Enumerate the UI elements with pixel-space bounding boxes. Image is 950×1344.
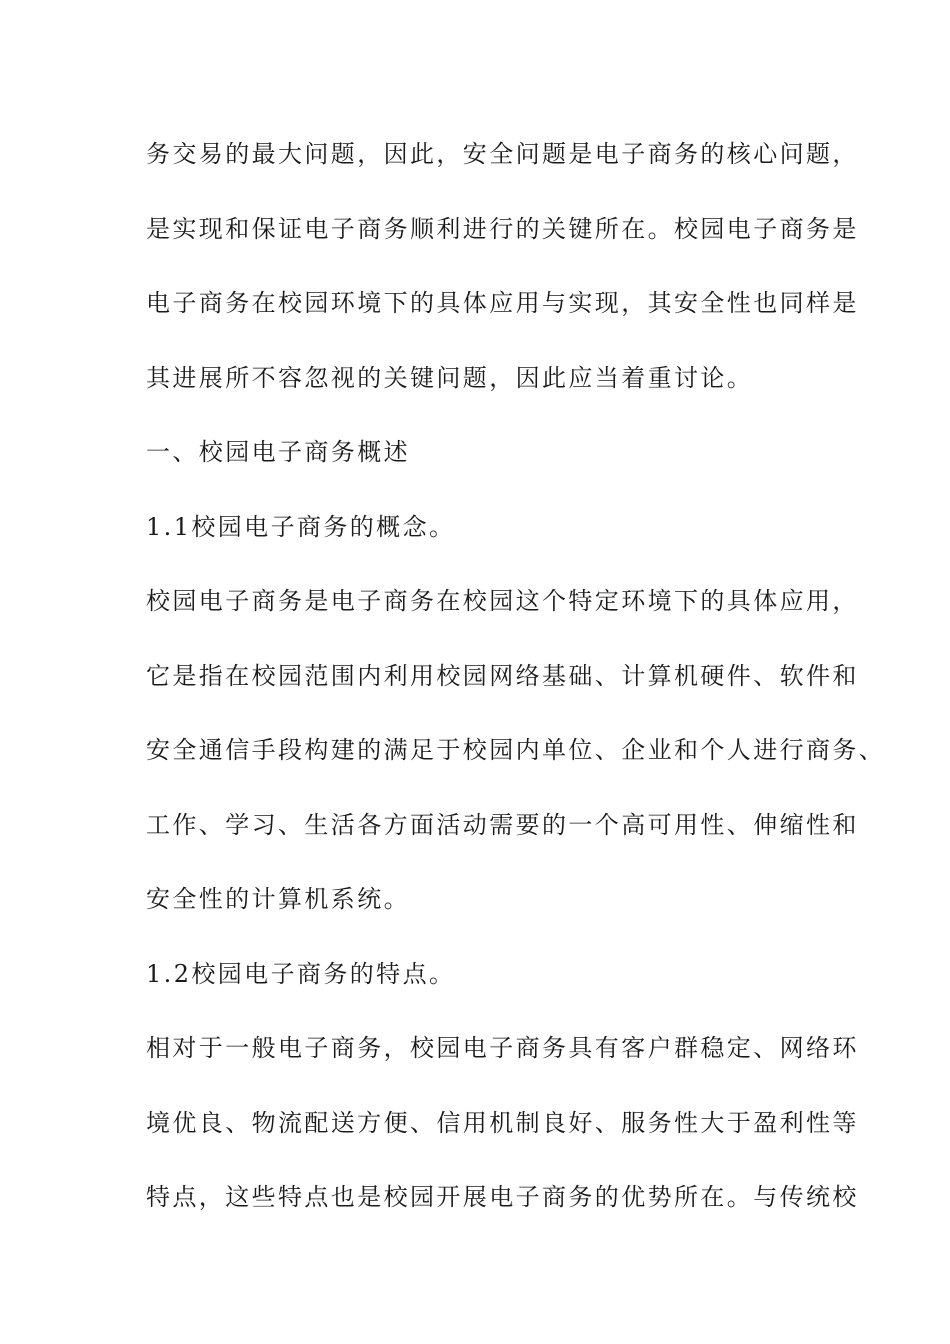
paragraph-line: 相对于一般电子商务，校园电子商务具有客户群稳定、网络环	[146, 1034, 859, 1062]
paragraph-line: 特点，这些特点也是校园开展电子商务的优势所在。与传统校	[146, 1183, 859, 1211]
paragraph-line: 境优良、物流配送方便、信用机制良好、服务性大于盈利性等	[146, 1109, 859, 1137]
section-heading: 一、校园电子商务概述	[146, 438, 410, 466]
paragraph-line: 安全通信手段构建的满足于校园内单位、企业和个人进行商务、	[146, 736, 886, 764]
paragraph-line: 电子商务在校园环境下的具体应用与实现，其安全性也同样是	[146, 289, 859, 317]
paragraph-line: 是实现和保证电子商务顺利进行的关键所在。校园电子商务是	[146, 215, 859, 243]
subsection-heading: 1.2校园电子商务的特点。	[146, 960, 456, 988]
subsection-heading: 1.1校园电子商务的概念。	[146, 513, 456, 541]
paragraph-line: 它是指在校园范围内利用校园网络基础、计算机硬件、软件和	[146, 662, 859, 690]
paragraph-line: 安全性的计算机系统。	[146, 885, 410, 913]
paragraph-line: 校园电子商务是电子商务在校园这个特定环境下的具体应用，	[146, 587, 859, 615]
paragraph-line: 务交易的最大问题，因此，安全问题是电子商务的核心问题，	[146, 140, 859, 168]
paragraph-line: 其进展所不容忽视的关键问题，因此应当着重讨论。	[146, 364, 754, 392]
paragraph-line: 工作、学习、生活各方面活动需要的一个高可用性、伸缩性和	[146, 811, 859, 839]
